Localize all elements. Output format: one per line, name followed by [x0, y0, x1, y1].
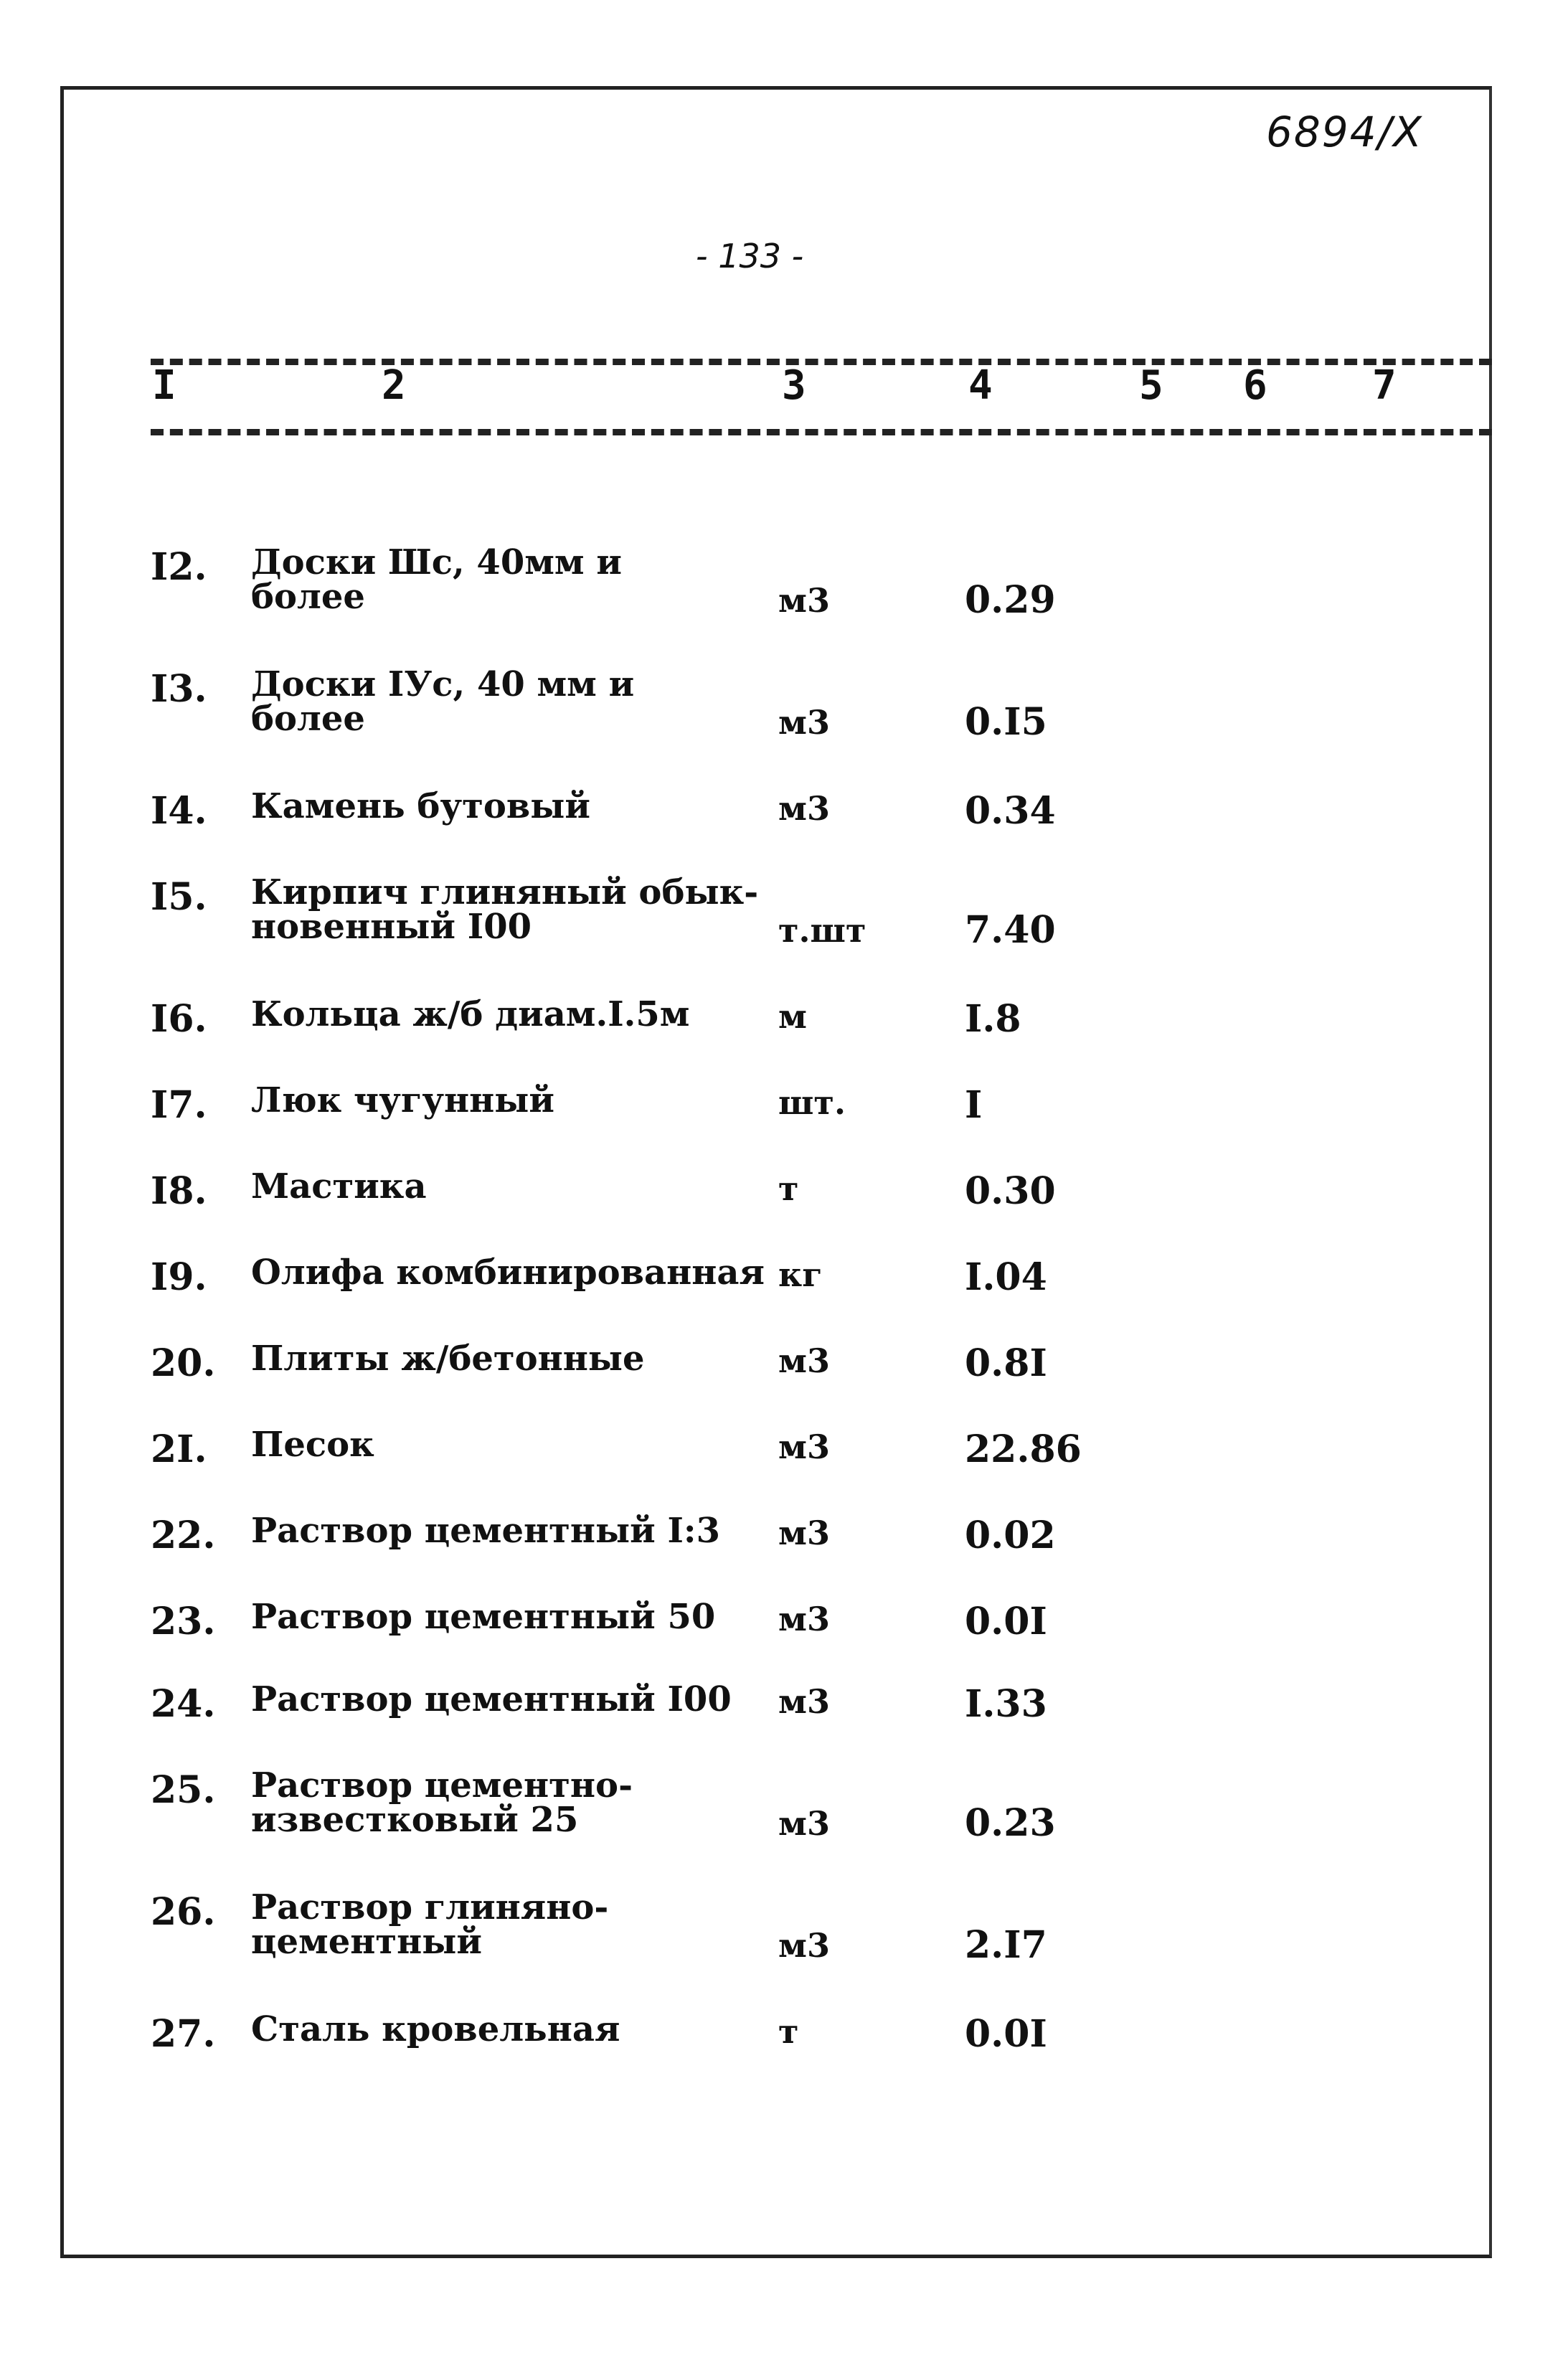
material-name: Песок [251, 1425, 374, 1465]
row-number: I2. [151, 545, 207, 589]
row-number: 26. [151, 1890, 216, 1934]
unit-of-measure: шт. [778, 1083, 846, 1122]
col-header-6: 6 [1243, 362, 1267, 409]
unit-of-measure: м3 [778, 1926, 830, 1965]
material-name: Кольца ж/б диам.I.5м [251, 994, 690, 1034]
quantity: I [965, 1083, 983, 1127]
quantity: 0.34 [965, 789, 1056, 833]
page-number: - 133 - [696, 237, 804, 275]
unit-of-measure: т [778, 2012, 799, 2051]
row-number: I5. [151, 875, 207, 919]
material-name: Раствор цементный 50 [251, 1597, 716, 1637]
quantity: I.33 [965, 1682, 1047, 1726]
quantity: 7.40 [965, 908, 1056, 952]
material-name: Раствор цементно- известковый 25 [251, 1765, 633, 1840]
material-name: Люк чугунный [251, 1080, 555, 1120]
quantity: 0.29 [965, 578, 1056, 622]
material-name: Плиты ж/бетонные [251, 1339, 645, 1379]
row-number: I3. [151, 667, 207, 711]
material-name: Раствор цементный I:3 [251, 1511, 721, 1551]
row-number: 27. [151, 2012, 216, 2056]
material-name: Доски IУс, 40 мм и более [251, 664, 635, 739]
row-number: I8. [151, 1169, 207, 1213]
quantity: 0.02 [965, 1514, 1056, 1557]
col-header-3: 3 [782, 362, 806, 409]
document-number: 6894/X [1266, 108, 1423, 156]
quantity: 0.30 [965, 1169, 1056, 1213]
col-header-5: 5 [1139, 362, 1163, 409]
unit-of-measure: м3 [778, 703, 830, 742]
unit-of-measure: т.шт [778, 911, 866, 950]
header-rule-bottom [151, 429, 1492, 435]
unit-of-measure: м3 [778, 1600, 830, 1638]
row-number: I7. [151, 1083, 207, 1127]
quantity: I.8 [965, 997, 1021, 1041]
unit-of-measure: м3 [778, 1514, 830, 1552]
quantity: 0.0I [965, 1600, 1047, 1643]
material-name: Мастика [251, 1166, 427, 1207]
row-number: 20. [151, 1341, 216, 1385]
unit-of-measure: м3 [778, 1341, 830, 1380]
material-name: Олифа комбинированная [251, 1252, 765, 1293]
row-number: 23. [151, 1600, 216, 1643]
quantity: I.04 [965, 1255, 1047, 1299]
material-name: Раствор глиняно- цементный [251, 1887, 609, 1962]
col-header-2: 2 [382, 362, 406, 409]
row-number: I6. [151, 997, 207, 1041]
col-header-7: 7 [1372, 362, 1397, 409]
row-number: I9. [151, 1255, 207, 1299]
row-number: 25. [151, 1768, 216, 1812]
quantity: 0.I5 [965, 700, 1047, 744]
unit-of-measure: м3 [778, 1427, 830, 1466]
unit-of-measure: м3 [778, 1804, 830, 1843]
quantity: 22.86 [965, 1427, 1082, 1471]
quantity: 2.I7 [965, 1923, 1047, 1967]
col-header-4: 4 [968, 362, 993, 409]
material-name: Кирпич глиняный обык- новенный I00 [251, 872, 759, 947]
row-number: 24. [151, 1682, 216, 1726]
unit-of-measure: м3 [778, 581, 830, 620]
row-number: 2I. [151, 1427, 207, 1471]
unit-of-measure: т [778, 1169, 799, 1208]
material-name: Доски Шс, 40мм и более [251, 542, 622, 617]
unit-of-measure: м [778, 997, 807, 1036]
unit-of-measure: м3 [778, 789, 830, 828]
quantity: 0.23 [965, 1801, 1056, 1845]
unit-of-measure: кг [778, 1255, 823, 1294]
material-name: Сталь кровельная [251, 2009, 620, 2049]
col-header-1: I [152, 362, 176, 409]
quantity: 0.8I [965, 1341, 1047, 1385]
material-name: Раствор цементный I00 [251, 1679, 732, 1719]
row-number: 22. [151, 1514, 216, 1557]
material-name: Камень бутовый [251, 786, 590, 826]
unit-of-measure: м3 [778, 1682, 830, 1721]
quantity: 0.0I [965, 2012, 1047, 2056]
header-rule-top [151, 359, 1492, 365]
row-number: I4. [151, 789, 207, 833]
